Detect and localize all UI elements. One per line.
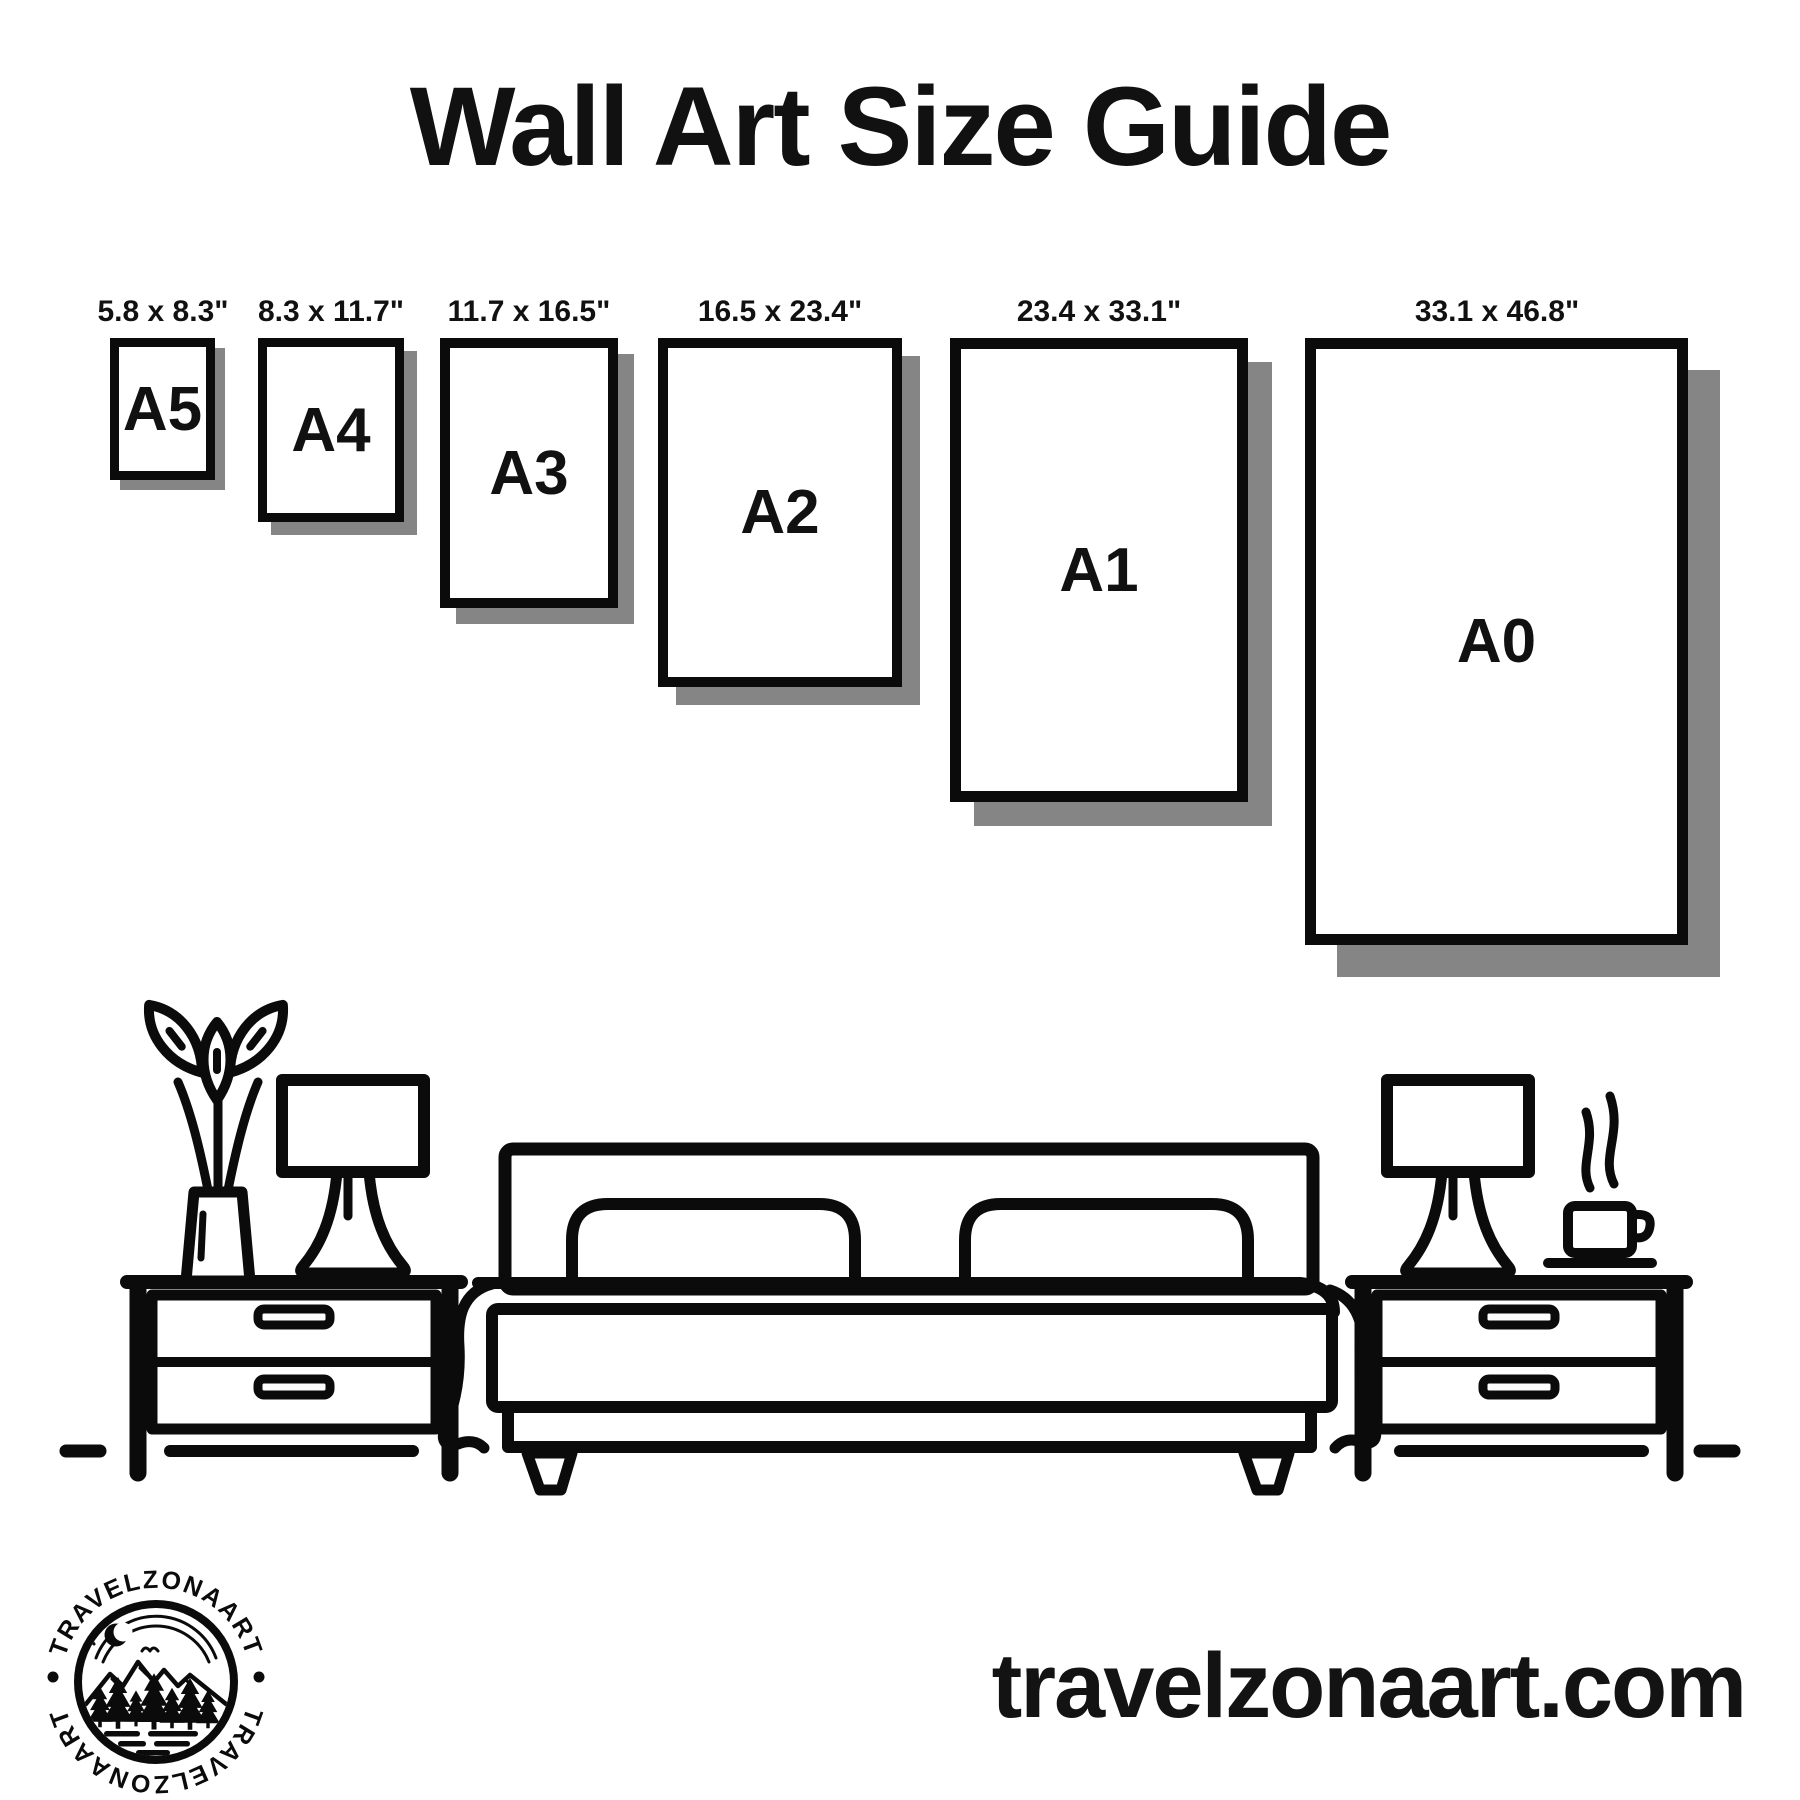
table-lamp-icon	[282, 1080, 424, 1273]
dimension-label-a3: 11.7 x 16.5"	[447, 295, 611, 328]
frame-letter-a0: A0	[1456, 607, 1537, 676]
bed-leg-icon	[1244, 1453, 1289, 1490]
crescent-moon-icon	[105, 1623, 133, 1647]
frame-letter-a3: A3	[489, 438, 569, 508]
drawer-handle-icon	[1483, 1309, 1555, 1325]
poster-frame-a2	[658, 338, 902, 687]
logo-brand-text-top: TRAVELZONAART	[44, 1565, 268, 1660]
pillow-icon	[965, 1204, 1248, 1287]
dimension-label-a4: 8.3 x 11.7"	[257, 295, 404, 328]
drawer-handle-icon	[1483, 1379, 1555, 1395]
poster-frame-a0	[1305, 338, 1688, 945]
poster-frame-a1	[950, 338, 1248, 802]
dimension-label-a1: 23.4 x 33.1"	[1016, 295, 1182, 328]
steam-icon	[1586, 1112, 1590, 1188]
bed-icon	[443, 1149, 1375, 1490]
lamp-shade-icon	[282, 1080, 424, 1172]
brand-logo	[36, 1562, 276, 1800]
coffee-cup-icon	[1548, 1096, 1652, 1263]
bird-icon	[142, 1648, 158, 1651]
poster-frame-a3	[440, 338, 618, 608]
nightstand-left-icon	[127, 1282, 461, 1473]
nightstand-right-icon	[1352, 1282, 1686, 1473]
frame-letter-a1: A1	[1059, 535, 1139, 605]
poster-frame-a5	[110, 338, 215, 480]
potted-plant-icon	[137, 995, 296, 1281]
dimension-label-a2: 16.5 x 23.4"	[697, 295, 863, 328]
frame-letter-a4: A4	[291, 395, 371, 465]
vase-icon	[186, 1192, 250, 1281]
page-title: Wall Art Size Guide	[409, 64, 1391, 189]
table-lamp-icon	[1387, 1080, 1529, 1273]
website-url: travelzonaart.com	[991, 1635, 1745, 1737]
logo-separator-dot-icon	[254, 1672, 265, 1683]
frame-letter-a5: A5	[122, 374, 203, 444]
lamp-shade-icon	[1387, 1080, 1529, 1172]
drawer-handle-icon	[258, 1379, 330, 1395]
bed-leg-icon	[527, 1453, 572, 1490]
drawer-handle-icon	[258, 1309, 330, 1325]
pillow-icon	[572, 1204, 855, 1287]
bedroom-illustration	[0, 980, 1800, 1500]
logo-separator-dot-icon	[48, 1672, 59, 1683]
logo-brand-text-bottom: TRAVELZONAART	[44, 1704, 268, 1799]
dimension-label-a0: 33.1 x 46.8"	[1414, 295, 1580, 328]
frame-letter-a2: A2	[740, 478, 820, 547]
steam-icon	[1609, 1096, 1614, 1184]
poster-frame-a4	[258, 338, 404, 522]
dimension-label-a5: 5.8 x 8.3"	[97, 295, 229, 328]
